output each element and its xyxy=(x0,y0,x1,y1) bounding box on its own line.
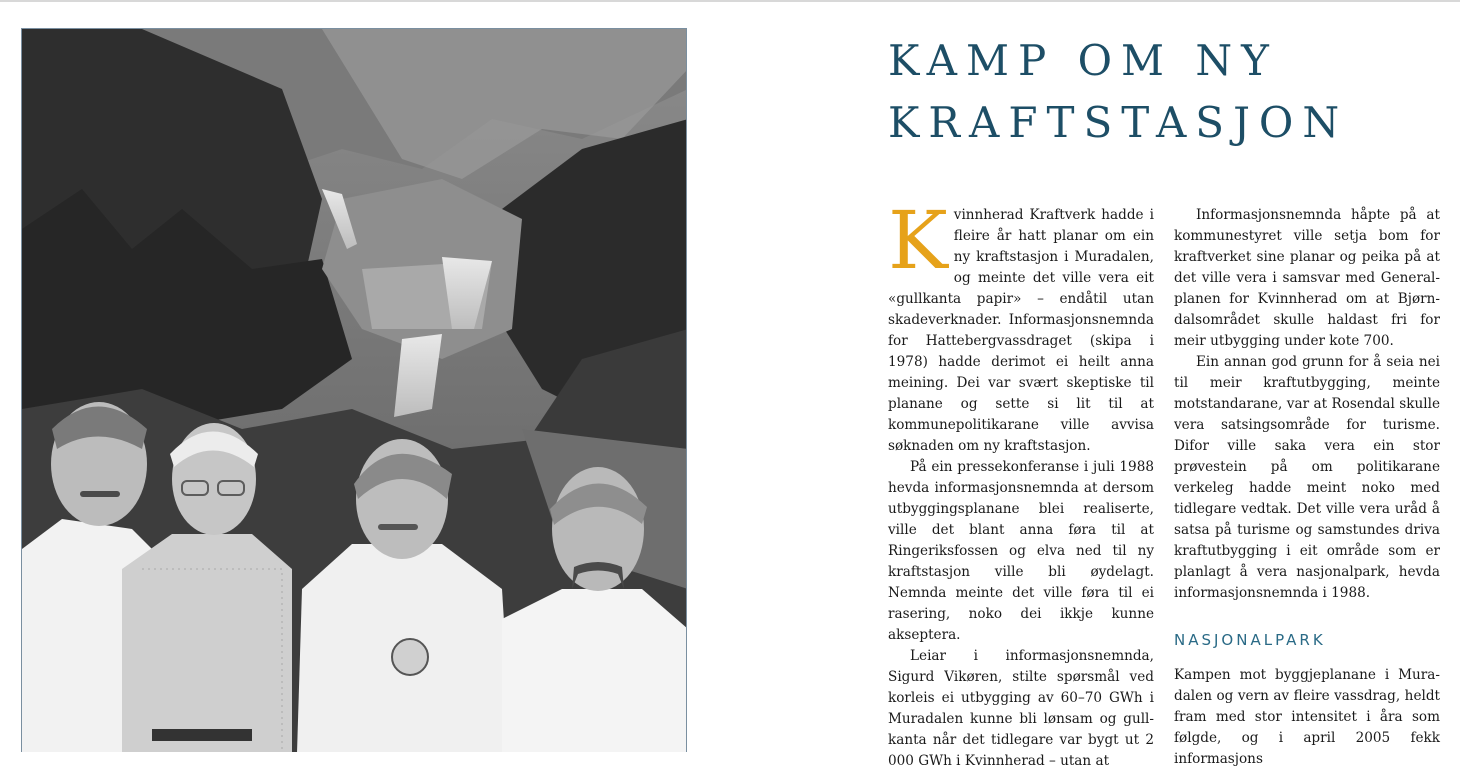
text-column-1 xyxy=(888,194,1154,772)
paragraph: Ein annan god grunn for å seia nei til meir kraftutbygging, meinte motstandarane, var at Rosendal skulle vera satsingsområde for turisme. Difor ville saka vera ein stor prøvestein på om politikarane verkeleg hadde meint noko med tidlegare vedtak. Det ville vera uråd å satsa på turisme og samstundes driva kraftutbygging i eit område som er planlagt å vera nasjonalpark, hevda informasjonsnemnda i 1988. xyxy=(1174,354,1440,601)
text-column-2 xyxy=(1174,205,1440,770)
paragraph-text: vinnherad Kraftverk hadde i fleire år hatt planar om ein ny kraftstasjon i Muradalen, og meinte det ville vera eit «gullkanta papir» – endåtil utan skadeverknader. Informasjonsnemnda for Hattebergvassdraget (skipa i 1978) hadde derimot ei heilt anna meining. Dei var svært skeptiske til planane og sette si lit til at kommunepolitikarane ville avvisa søknaden om ny kraftstasjon. xyxy=(888,207,1154,454)
photo-illustration xyxy=(22,29,687,752)
paragraph: Kampen mot byggjeplanane i Muradalen og vern av fleire vassdrag, heldt fram med stor intensitet i åra som følgde, og i april 2005 fekk informasjons xyxy=(1174,667,1440,767)
page-top-rule xyxy=(0,0,1460,2)
photo-four-men-waterfall xyxy=(21,28,687,752)
paragraph: Informasjonsnemnda håpte på at kommunestyret ville setja bom for kraftverket sine planar og peika på at det ville vera i samsvar med Generalplanen for Kvinnherad om at Bjørndalsområdet skulle haldast fri for meir utbygging under kote 700. xyxy=(1174,207,1440,349)
title-line-2: KRAFTSTASJON xyxy=(888,98,1349,147)
paragraph xyxy=(888,194,1154,457)
drop-cap: K xyxy=(888,194,948,287)
title-line-1: KAMP OM NY xyxy=(888,36,1278,85)
paragraph: Leiar i informasjonsnemnda, Sigurd Vikøren, stilte spørsmål ved korleis ei utbygging av 60–70 GWh i Muradalen kunne bli lønsam og gullkanta når det tidlegare var bygt ut 2 000 GWh i Kvinnherad – utan at xyxy=(888,648,1154,769)
paragraph: På ein pressekonferanse i juli 1988 hevda informasjonsnemnda at dersom utbyggingsplanane blei realiserte, ville det blant anna føra til at Ringeriksfossen og elva ned til ny kraftstasjon ville bli øydelagt. Nemnda meinte det ville føra til ei rasering, noko dei ikkje kunne akseptera. xyxy=(888,459,1154,643)
page-title xyxy=(888,30,1348,154)
section-subheading: NASJONALPARK xyxy=(1174,631,1326,649)
